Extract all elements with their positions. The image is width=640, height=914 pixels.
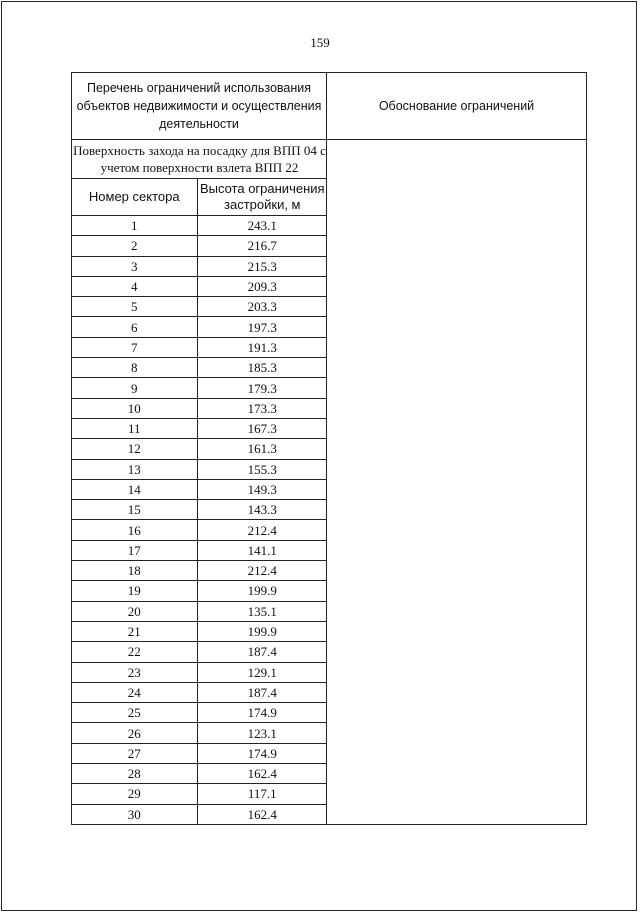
height-limit-cell: 212.4 — [197, 561, 327, 581]
height-limit-cell: 129.1 — [197, 662, 327, 682]
table-row — [72, 256, 327, 276]
sector-rows — [72, 140, 327, 824]
table-row — [72, 276, 327, 296]
table-row — [72, 743, 327, 763]
table-row — [72, 723, 327, 743]
table-row — [72, 642, 327, 662]
height-limit-cell: 123.1 — [197, 723, 327, 743]
table-row — [72, 459, 327, 479]
table-row — [72, 418, 327, 438]
height-limit-cell: 162.4 — [247, 806, 277, 822]
sector-number-cell: 9 — [72, 378, 197, 398]
sector-number-cell: 19 — [72, 581, 197, 601]
height-limit-cell: 135.1 — [197, 601, 327, 621]
height-limit-cell: 199.9 — [197, 581, 327, 601]
table-row — [72, 621, 327, 641]
restrictions-table — [71, 72, 587, 825]
sector-number-cell: 1 — [72, 216, 197, 236]
section-title-row — [72, 140, 327, 179]
sector-number-cell: 13 — [72, 459, 197, 479]
sector-number-cell: 17 — [72, 540, 197, 560]
height-limit-cell: 162.4 — [197, 764, 327, 784]
sector-number-cell: 25 — [72, 703, 197, 723]
table-row — [72, 682, 327, 702]
sector-number-cell: 18 — [72, 561, 197, 581]
sector-number-cell: 12 — [72, 439, 197, 459]
justification-cell — [327, 140, 587, 825]
sector-number-cell: 16 — [72, 520, 197, 540]
sector-number-cell: 20 — [72, 601, 197, 621]
section-title: Поверхность захода на посадку для ВПП 04 с учетом поверхности взлета ВПП 22 — [72, 140, 327, 179]
table-row — [72, 601, 327, 621]
table-row — [72, 500, 327, 520]
table-row — [72, 337, 327, 357]
table-row — [72, 378, 327, 398]
height-limit-cell: 185.3 — [197, 358, 327, 378]
sector-number-cell: 4 — [72, 276, 197, 296]
column-header-sector: Номер сектора — [72, 179, 197, 216]
sector-number-cell: 6 — [72, 317, 197, 337]
height-limit-cell: 167.3 — [197, 418, 327, 438]
sector-number-cell: 28 — [72, 764, 197, 784]
table-row — [72, 520, 327, 540]
height-limit-cell: 174.9 — [197, 703, 327, 723]
table-row — [72, 662, 327, 682]
height-limit-cell: 155.3 — [197, 459, 327, 479]
height-limit-cell: 216.7 — [197, 236, 327, 256]
table-row — [72, 439, 327, 459]
height-limit-cell: 173.3 — [197, 398, 327, 418]
page-number: 159 — [310, 35, 330, 50]
height-limit-cell: 174.9 — [197, 743, 327, 763]
height-limit-cell: 197.3 — [197, 317, 327, 337]
sector-number-cell: 21 — [72, 621, 197, 641]
table-row — [72, 764, 327, 784]
height-limit-cell: 179.3 — [197, 378, 327, 398]
table-row — [72, 358, 327, 378]
restrictions-cell — [72, 140, 327, 825]
sector-number-cell: 23 — [72, 662, 197, 682]
table-row — [72, 804, 327, 824]
height-limit-cell: 215.3 — [197, 256, 327, 276]
height-limit-cell: 243.1 — [197, 216, 327, 236]
sector-number-cell: 22 — [72, 642, 197, 662]
height-limit-cell: 209.3 — [197, 276, 327, 296]
table-header-row — [72, 73, 587, 140]
table-row — [72, 398, 327, 418]
table-row — [72, 703, 327, 723]
height-limit-cell: 143.3 — [197, 500, 327, 520]
header-justification: Обоснование ограничений — [327, 73, 587, 140]
column-header-height: Высота ограничения застройки, м — [197, 179, 327, 216]
sector-number-cell: 3 — [72, 256, 197, 276]
sector-number-cell: 7 — [72, 337, 197, 357]
height-limit-cell: 212.4 — [197, 520, 327, 540]
height-limit-cell: 117.1 — [197, 784, 327, 804]
height-limit-cell: 149.3 — [197, 479, 327, 499]
table-row — [72, 216, 327, 236]
table-row — [72, 540, 327, 560]
sector-number-cell: 15 — [72, 500, 197, 520]
sector-number-cell: 5 — [72, 297, 197, 317]
table-row — [72, 236, 327, 256]
sector-number-cell: 24 — [72, 682, 197, 702]
height-limit-cell: 203.3 — [197, 297, 327, 317]
table-row — [72, 297, 327, 317]
sector-number-cell: 30 — [72, 804, 197, 824]
height-limit-cell: 161.3 — [197, 439, 327, 459]
table-row — [72, 479, 327, 499]
sector-number-cell: 11 — [72, 418, 197, 438]
sector-number-cell: 26 — [72, 723, 197, 743]
height-limit-cell: 187.4 — [197, 642, 327, 662]
table-row — [72, 317, 327, 337]
table-row — [72, 581, 327, 601]
sector-number-cell: 2 — [72, 236, 197, 256]
sector-height-table — [72, 140, 327, 824]
height-limit-cell: 199.9 — [197, 621, 327, 641]
header-restrictions-list: Перечень ограничений использования объектов недвижимости и осуществления деятельности — [72, 73, 327, 140]
height-limit-cell: 187.4 — [197, 682, 327, 702]
column-header-row — [72, 179, 327, 216]
table-row — [72, 784, 327, 804]
sector-number-cell: 27 — [72, 743, 197, 763]
sector-number-cell: 10 — [72, 398, 197, 418]
sector-number-cell: 14 — [72, 479, 197, 499]
height-limit-cell: 141.1 — [197, 540, 327, 560]
height-limit-cell: 191.3 — [197, 337, 327, 357]
table-row — [72, 561, 327, 581]
sector-number-cell: 29 — [72, 784, 197, 804]
table-body-row — [72, 140, 587, 825]
sector-number-cell: 8 — [72, 358, 197, 378]
